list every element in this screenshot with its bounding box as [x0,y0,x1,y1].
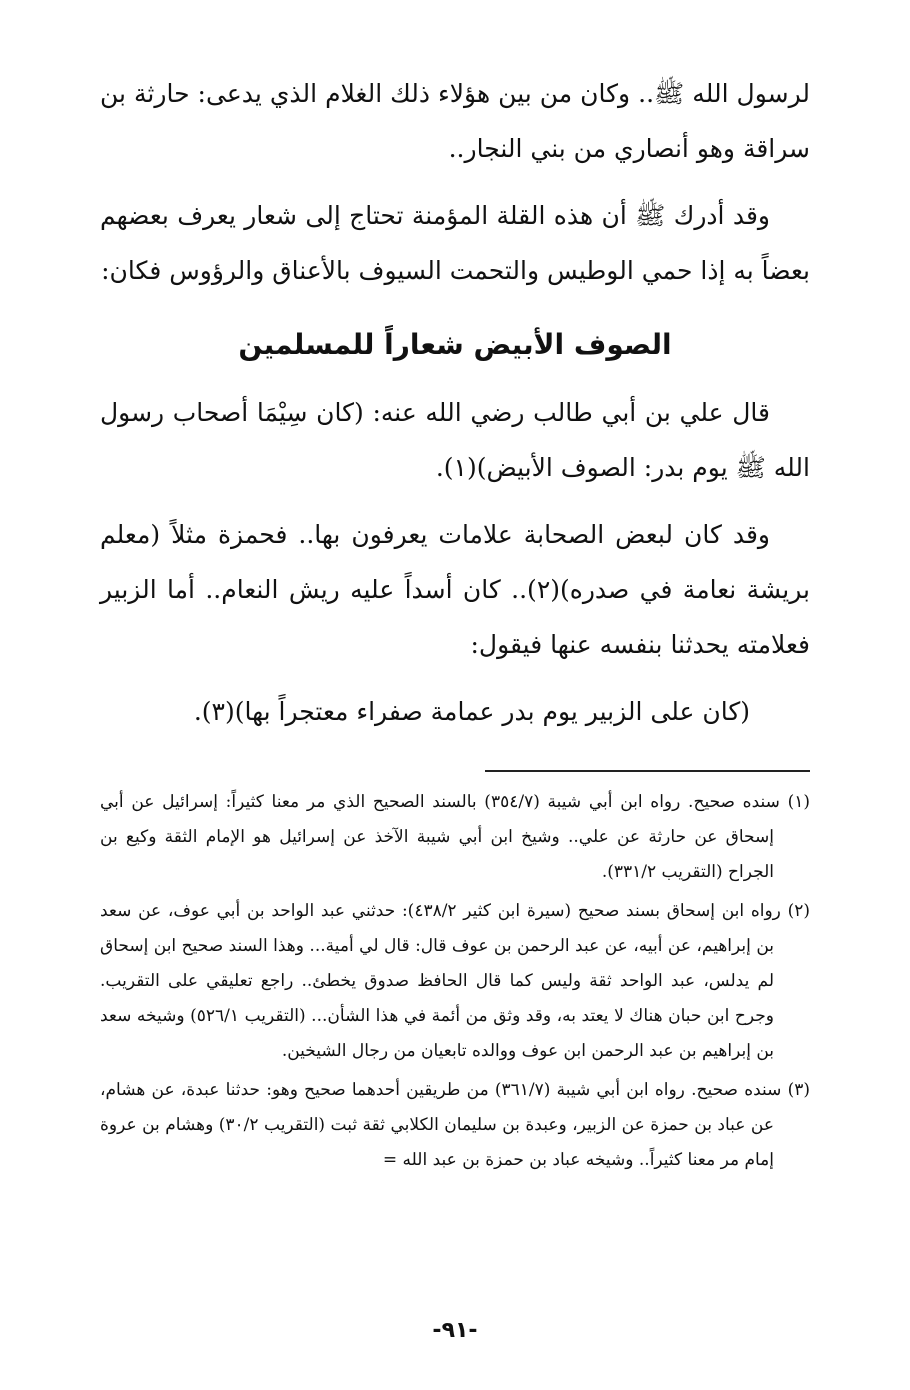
footnotes [100,785,810,1182]
paragraph-2: وقد أدرك ﷺ أن هذه القلة المؤمنة تحتاج إلى شعار يعرف بعضهم بعضاً به إذا حمي الوطيس والتحمت السيوف بالأعناق والرؤوس فكان: [100,201,810,285]
paragraph-1: لرسول الله ﷺ.. وكان من بين هؤلاء ذلك الغلام الذي يدعى: حارثة بن سراقة وهو أنصاري من بني النجار.. [100,79,810,163]
section-heading: الصوف الأبيض شعاراً للمسلمين [238,328,672,361]
body-text [100,385,810,751]
footnote-1: (١) سنده صحيح. رواه ابن أبي شيبة (٣٥٤/٧) بالسند الصحيح الذي مر معنا كثيراً: إسرائيل عن أبي إسحاق عن حارثة عن علي.. وشيخ ابن أبي شيبة الآخذ عن إسرائيل هو الإمام الثقة وكيع بن الجراح (التقريب ٣٣١/٢). [100,792,811,882]
intro-text [100,66,810,310]
footnote-3: (٣) سنده صحيح. رواه ابن أبي شيبة (٣٦١/٧) من طريقين أحدهما صحيح وهو: حدثنا عبدة، عن هشام، عن عباد بن حمزة عن الزبير، وعبدة بن سليمان الكلابي ثقة ثبت (التقريب ٣٠/٢) وهشام بن عروة إمام مر معنا كثيراً.. وشيخه عباد بن حمزة بن عبد الله = [100,1080,810,1170]
paragraph-3: قال علي بن أبي طالب رضي الله عنه: (كان سِيْمَا أصحاب رسول الله ﷺ يوم بدر: الصوف الأبيض)(١). [100,398,810,482]
page-number: -٩١- [432,1318,478,1343]
footnote-divider [485,770,810,772]
paragraph-4: وقد كان لبعض الصحابة علامات يعرفون بها.. فحمزة مثلاً (معلم بريشة نعامة في صدره)(٢).. كان أسداً عليه ريش النعام.. أما الزبير فعلامته يحدثنا بنفسه عنها فيقول: [100,520,810,659]
footnote-2: (٢) رواه ابن إسحاق بسند صحيح (سيرة ابن كثير ٤٣٨/٢): حدثني عبد الواحد بن أبي عوف، عن سعد بن إبراهيم، عن أبيه، عن عبد الرحمن بن عوف قال: قال لي أمية... وهذا السند صحيح ابن إسحاق لم يدلس، عبد الواحد ثقة وليس كما قال الحافظ صدوق يخطئ.. راجع تعليقي على التقريب. وجرح ابن حبان هناك لا يعتد به، وقد وثق من أئمة في هذا الشأن... (التقريب ٥٢٦/١) وشيخه سعد بن إبراهيم بن عبد الرحمن ابن عوف ووالده تابعيان من رجال الشيخين. [100,901,811,1061]
quote-paragraph: (كان على الزبير يوم بدر عمامة صفراء معتجراً بها)(٣). [193,697,750,726]
